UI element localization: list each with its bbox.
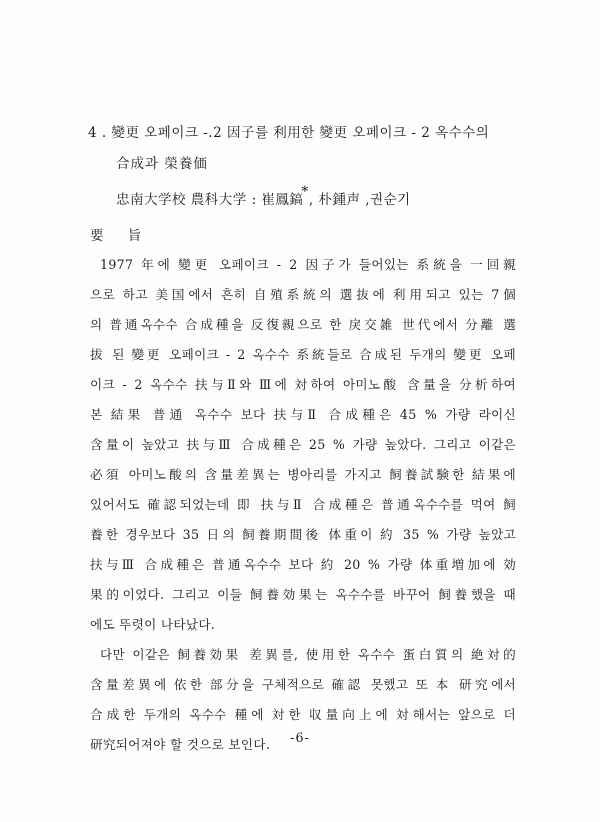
abstract-line: 果的이었다. 그리고 이들 飼養効果는 옥수수를 바꾸어 飼養했을 때 [90,587,516,602]
abstract-line: 研究되어져야 할 것으로 보인다. [90,737,271,752]
abstract-line: 含量差異에 依한 部分을 구체적으로 確認 못했고 또 本 研究에서 [90,677,516,692]
author-affiliation [116,184,411,208]
abstract-line: 다만 이같은 飼養効果 差異를, 使用한 옥수수 蛋白質의 絶対的 [100,647,516,662]
affiliation-text: 忠南大学校 農科大学 : 崔鳳鎬 [116,192,304,208]
abstract-line: 拔 된 變更 오페이크 - 2 옥수수 系統들로 合成된 두개의 變更 오페 [90,347,516,362]
co-authors: , 朴鍾声 ,권순기 [308,192,411,208]
abstract-line: 含量이 높았고 扶与Ⅲ 合成種은 25 % 가량 높았다. 그리고 이같은 [90,437,516,452]
abstract-line: 이크 - 2 옥수수 扶与Ⅱ와 Ⅲ에 対하여 아미노酸 含量을 分析하여 [90,377,516,392]
abstract-line: 養한 경우보다 35 日의 飼養期間後 体重이 約 35 % 가량 높았고 [90,527,516,542]
page-number: -6- [290,730,310,745]
abstract-line: 1977 年에 變更 오페이크 - 2 因子가 들어있는 系統을 一回親 [100,257,516,272]
abstract-line: 扶与Ⅲ 合成種은 普通옥수수 보다 約 20 % 가량 体重増加에 効 [90,557,516,572]
paper-title-line-2: 合成과 榮養価 [116,156,208,172]
paper-title: 變更 오페이크 -.2 因子를 利用한 變更 오페이크 - 2 옥수수의 [111,125,490,141]
abstract-line: 必須 아미노酸의 含量差異는 병아리를 가지고 飼養試験한 結果에 [90,467,516,482]
abstract-line: 에도 뚜렷이 나타났다. [90,617,216,632]
abstract-line: 合成한 두개의 옥수수 種에 対한 収量向上에 対해서는 앞으로 더 [90,707,516,722]
abstract-line: 본 結果 普通 옥수수 보다 扶与Ⅱ 合成種은 45 % 가량 라이신 [90,407,516,422]
abstract-line: 의 普通옥수수 合成種을 反復親으로 한 戾交雑 世代에서 分離 選 [90,317,516,332]
paper-title-line-1 [88,121,489,141]
abstract-line: 있어서도 確認되었는데 即 扶与Ⅱ 合成種은 普通옥수수를 먹여 飼 [90,497,516,512]
abstract-line: 으로 하고 美国에서 흔히 自殖系統의 選抜에 利用되고 있는 7個 [90,287,516,302]
section-number: 4 . [88,125,107,141]
corresponding-author-mark: * [301,184,309,200]
abstract-heading: 要 旨 [90,228,152,244]
abstract-body [90,250,516,760]
